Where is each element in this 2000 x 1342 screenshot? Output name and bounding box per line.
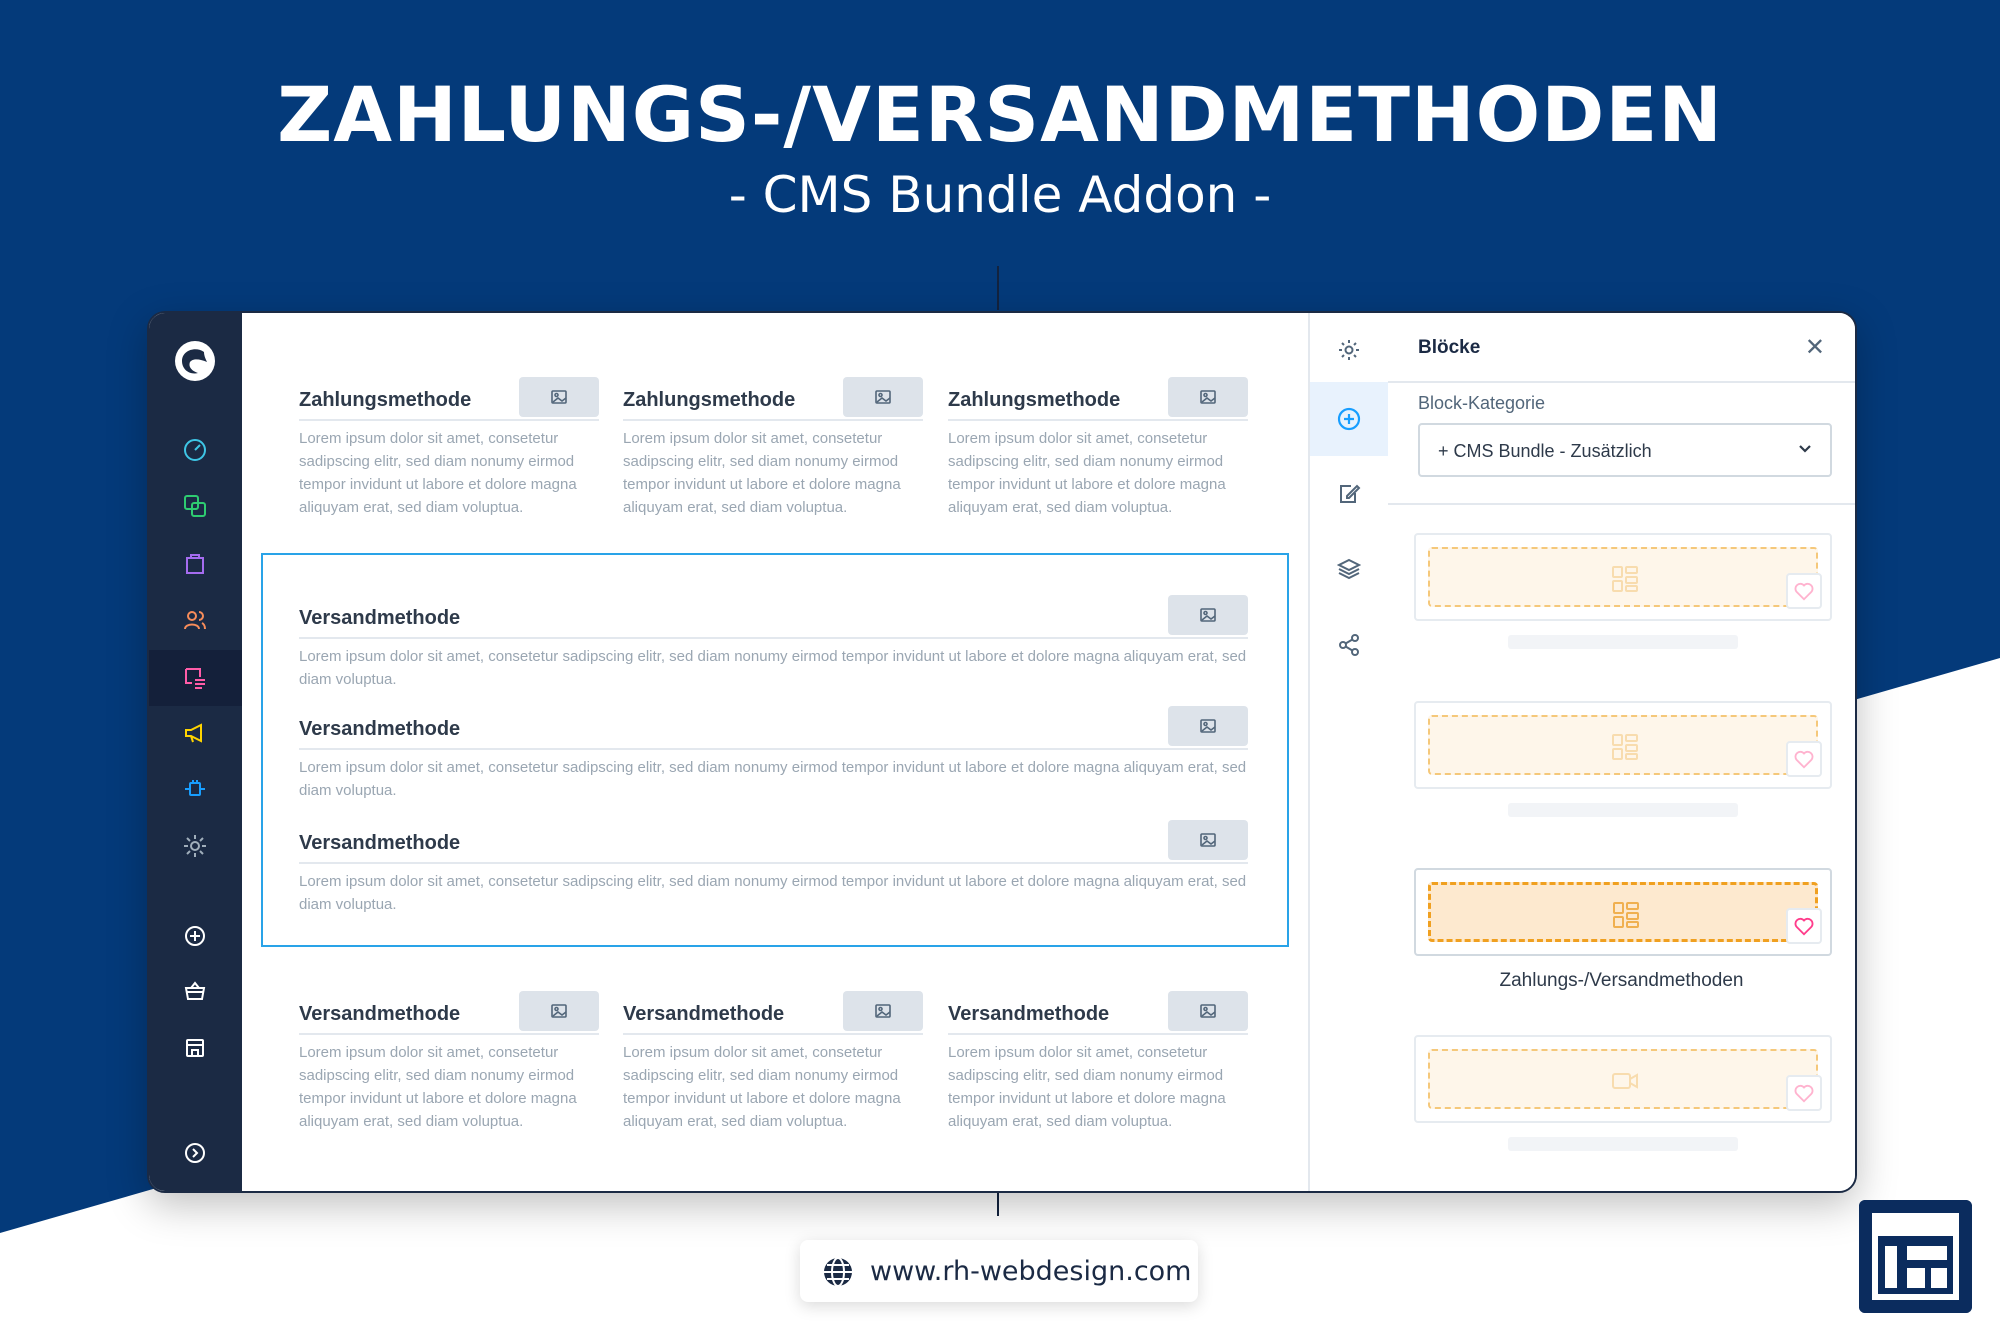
block-preview-area — [1428, 547, 1818, 607]
share-icon[interactable] — [1310, 608, 1388, 682]
item-description: aliquyam erat, sed diam voluptua. — [299, 1113, 524, 1130]
app-window — [147, 311, 1857, 1193]
item-description: Lorem ipsum dolor sit amet, consetetur sadipscing elitr, sed diam nonumy eirmod tempor invidunt ut labore et dolore magna aliquyam erat, sed — [299, 873, 1247, 890]
close-icon[interactable]: ✕ — [1804, 334, 1825, 361]
connector-line-bottom — [997, 1190, 999, 1216]
item-description: sadipscing elitr, sed diam nonumy eirmod — [623, 1067, 899, 1084]
item-description: aliquyam erat, sed diam voluptua. — [623, 499, 848, 516]
editor-toolbar — [1308, 313, 1390, 1191]
item-title: Versandmethode — [299, 718, 461, 740]
image-placeholder-icon[interactable] — [519, 991, 599, 1031]
blocks-panel — [1388, 313, 1855, 1191]
item-title: Versandmethode — [299, 832, 461, 854]
edit-icon[interactable] — [1310, 457, 1388, 531]
block-preview-area — [1428, 715, 1818, 775]
block-caption: Zahlungs-/Versandmethoden — [1499, 970, 1744, 991]
item-description: sadipscing elitr, sed diam nonumy eirmod — [948, 453, 1224, 470]
divider — [623, 1033, 923, 1035]
item-description: aliquyam erat, sed diam voluptua. — [299, 499, 524, 516]
cms-block-preview[interactable] — [1414, 533, 1832, 621]
payment-method-item[interactable] — [299, 387, 599, 527]
favorite-heart-icon[interactable] — [1786, 908, 1822, 944]
image-placeholder-icon[interactable] — [1168, 820, 1248, 860]
item-description: tempor invidunt ut labore et dolore magna — [623, 1090, 901, 1107]
divider — [299, 748, 1248, 750]
item-description: Lorem ipsum dolor sit amet, consetetur sadipscing elitr, sed diam nonumy eirmod tempor invidunt ut labore et dolore magna aliquyam erat, sed — [299, 759, 1247, 776]
payment-method-item[interactable] — [948, 387, 1248, 527]
grid-icon — [1610, 564, 1640, 599]
admin-sidebar — [149, 313, 242, 1191]
block-category-value: + CMS Bundle - Zusätzlich — [1438, 441, 1652, 461]
website-url: www.rh-webdesign.com — [870, 1256, 1192, 1287]
connector-line-top — [997, 266, 999, 310]
item-title: Zahlungsmethode — [948, 389, 1121, 411]
marketing-icon[interactable] — [175, 713, 215, 753]
page-headline: ZAHLUNGS-/VERSANDMETHODEN — [277, 70, 1723, 159]
block-caption-placeholder — [1508, 635, 1738, 649]
block-category-label: Block-Kategorie — [1418, 393, 1546, 413]
item-description: Lorem ipsum dolor sit amet, consetetur — [623, 1044, 883, 1061]
customers-icon[interactable] — [175, 600, 215, 640]
block-category-select[interactable] — [1418, 423, 1832, 477]
item-description: tempor invidunt ut labore et dolore magna — [299, 476, 577, 493]
item-description: aliquyam erat, sed diam voluptua. — [623, 1113, 848, 1130]
item-description: Lorem ipsum dolor sit amet, consetetur — [948, 1044, 1208, 1061]
shipping-method-item[interactable] — [299, 830, 1248, 913]
item-description: diam voluptua. — [299, 896, 397, 913]
cms-block-preview[interactable] — [1414, 701, 1832, 789]
cms-block-preview[interactable] — [1414, 1035, 1832, 1123]
item-description: tempor invidunt ut labore et dolore magna — [299, 1090, 577, 1107]
item-description: Lorem ipsum dolor sit amet, consetetur — [299, 430, 559, 447]
block-caption-placeholder — [1508, 1137, 1738, 1151]
add-icon[interactable] — [175, 916, 215, 956]
item-description: sadipscing elitr, sed diam nonumy eirmod — [623, 453, 899, 470]
panel-header — [1388, 313, 1855, 383]
chevron-down-icon — [1794, 437, 1816, 459]
image-placeholder-icon[interactable] — [519, 377, 599, 417]
divider — [299, 637, 1248, 639]
divider — [299, 1033, 599, 1035]
block-caption-placeholder — [1508, 803, 1738, 817]
image-placeholder-icon[interactable] — [1168, 991, 1248, 1031]
settings-icon[interactable] — [1310, 313, 1388, 387]
settings-icon[interactable] — [175, 826, 215, 866]
item-title: Versandmethode — [299, 1003, 461, 1025]
item-description: Lorem ipsum dolor sit amet, consetetur sadipscing elitr, sed diam nonumy eirmod tempor invidunt ut labore et dolore magna aliquyam erat, sed — [299, 648, 1247, 665]
divider — [948, 1033, 1248, 1035]
item-description: sadipscing elitr, sed diam nonumy eirmod — [299, 453, 575, 470]
item-title: Versandmethode — [948, 1003, 1110, 1025]
image-placeholder-icon[interactable] — [1168, 377, 1248, 417]
item-title: Versandmethode — [299, 607, 461, 629]
item-title: Zahlungsmethode — [623, 389, 796, 411]
divider — [623, 419, 923, 421]
shipping-method-item[interactable] — [299, 716, 1248, 799]
item-title: Versandmethode — [623, 1003, 785, 1025]
divider — [299, 419, 599, 421]
favorite-heart-icon[interactable] — [1786, 1075, 1822, 1111]
divider — [948, 419, 1248, 421]
panel-divider — [1388, 503, 1855, 505]
website-link[interactable] — [800, 1240, 1198, 1302]
item-description: tempor invidunt ut labore et dolore magna — [948, 476, 1226, 493]
store-icon[interactable] — [175, 1028, 215, 1068]
item-description: aliquyam erat, sed diam voluptua. — [948, 499, 1173, 516]
content-icon[interactable] — [175, 658, 215, 698]
item-description: Lorem ipsum dolor sit amet, consetetur — [623, 430, 883, 447]
item-description: tempor invidunt ut labore et dolore magna — [623, 476, 901, 493]
layout-logo-icon — [1859, 1200, 1972, 1313]
shipping-method-item[interactable] — [623, 1001, 923, 1141]
image-placeholder-icon[interactable] — [1168, 706, 1248, 746]
expand-icon[interactable] — [175, 1133, 215, 1173]
panel-title: Blöcke — [1418, 337, 1481, 358]
block-preview-area — [1428, 1049, 1818, 1109]
payment-method-item[interactable] — [623, 387, 923, 527]
item-description: sadipscing elitr, sed diam nonumy eirmod — [299, 1067, 575, 1084]
video-icon — [1610, 1066, 1640, 1101]
layers-icon[interactable] — [1310, 532, 1388, 606]
dashboard-icon[interactable] — [175, 430, 215, 470]
cms-canvas[interactable] — [242, 313, 1308, 1191]
grid-icon — [1611, 900, 1641, 935]
favorite-heart-icon[interactable] — [1786, 741, 1822, 777]
grid-icon — [1610, 732, 1640, 767]
item-description: Lorem ipsum dolor sit amet, consetetur — [299, 1044, 559, 1061]
basket-icon[interactable] — [175, 971, 215, 1011]
orders-icon[interactable] — [175, 543, 215, 583]
item-description: sadipscing elitr, sed diam nonumy eirmod — [948, 1067, 1224, 1084]
shopware-logo-icon[interactable] — [174, 340, 216, 382]
favorite-heart-icon[interactable] — [1786, 573, 1822, 609]
extensions-icon[interactable] — [175, 769, 215, 809]
page-subheadline: - CMS Bundle Addon - — [728, 166, 1272, 224]
globe-icon — [822, 1256, 854, 1288]
item-description: Lorem ipsum dolor sit amet, consetetur — [948, 430, 1208, 447]
item-description: diam voluptua. — [299, 782, 397, 799]
cms-block-preview[interactable] — [1414, 868, 1832, 956]
item-description: tempor invidunt ut labore et dolore magna — [948, 1090, 1226, 1107]
image-placeholder-icon[interactable] — [843, 377, 923, 417]
shipping-method-item[interactable] — [299, 605, 1248, 688]
image-placeholder-icon[interactable] — [1168, 595, 1248, 635]
shipping-method-item[interactable] — [948, 1001, 1248, 1141]
divider — [299, 862, 1248, 864]
item-description: diam voluptua. — [299, 671, 397, 688]
shipping-method-item[interactable] — [299, 1001, 599, 1141]
image-placeholder-icon[interactable] — [843, 991, 923, 1031]
block-preview-area — [1428, 882, 1818, 942]
add-block-icon[interactable] — [1310, 382, 1388, 456]
catalog-icon[interactable] — [175, 486, 215, 526]
item-title: Zahlungsmethode — [299, 389, 472, 411]
item-description: aliquyam erat, sed diam voluptua. — [948, 1113, 1173, 1130]
